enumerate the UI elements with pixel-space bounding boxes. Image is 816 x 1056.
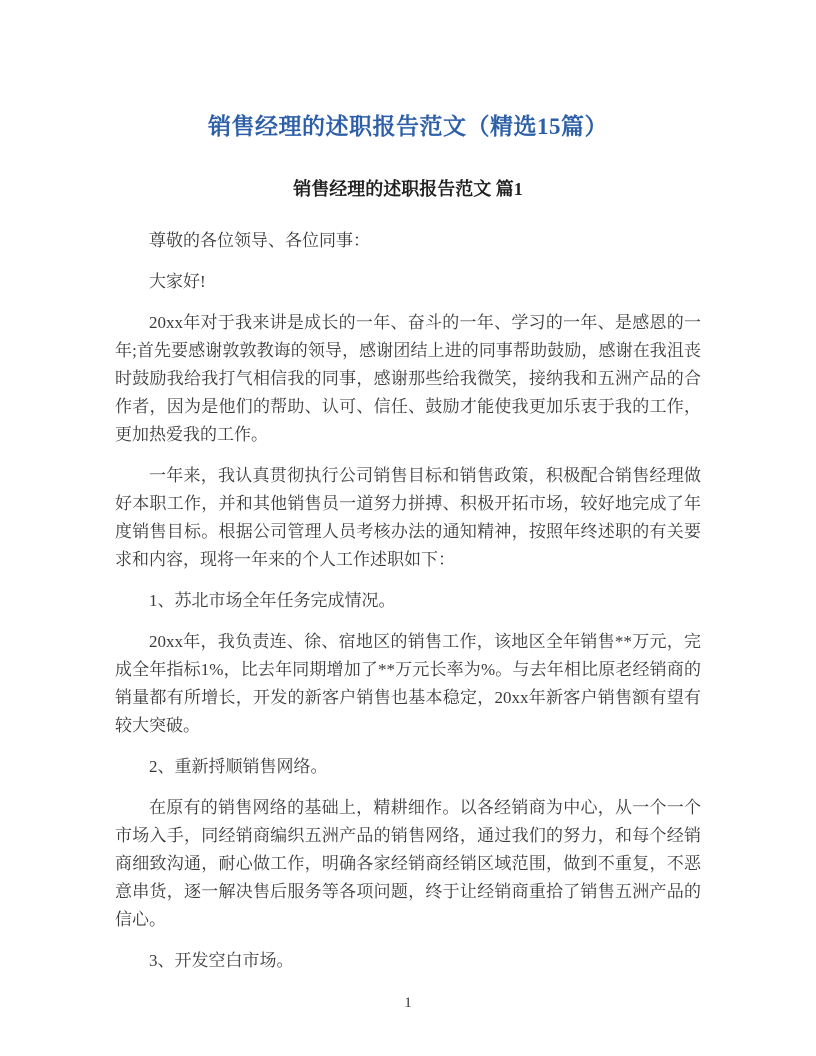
paragraph-salutation: 尊敬的各位领导、各位同事： bbox=[149, 231, 370, 251]
page-number: 1 bbox=[404, 995, 412, 1011]
paragraph: 20xx年，我负责连、徐、宿地区的销售工作，该地区全年销售**万元，完成全年指标1%，比去年同期增加了**万元长率为%。与去年相比原老经销商的销量都有所增长，开发的新客户销售也基本稳定，20xx年新客户销售额有望有较大突破。 bbox=[115, 632, 701, 736]
paragraph-list-item-3: 3、开发空白市场。 bbox=[149, 951, 294, 971]
section-heading: 销售经理的述职报告范文 篇1 bbox=[293, 178, 523, 199]
paragraph-list-item-1: 1、苏北市场全年任务完成情况。 bbox=[149, 591, 396, 611]
paragraph: 在原有的销售网络的基础上，精耕细作。以各经销商为中心，从一个一个市场入手，同经销商编织五洲产品的销售网络，通过我们的努力，和每个经销商细致沟通，耐心做工作，明确各家经销商经销区域范围，做到不重复，不恶意串货，逐一解决售后服务等各项问题，终于让经销商重拾了销售五洲产品的信心。 bbox=[115, 798, 701, 930]
paragraph: 一年来，我认真贯彻执行公司销售目标和销售政策，积极配合销售经理做好本职工作，并和其他销售员一道努力拼搏、积极开拓市场，较好地完成了年度销售目标。根据公司管理人员考核办法的通知精神，按照年终述职的有关要求和内容，现将一年来的个人工作述职如下： bbox=[115, 466, 701, 570]
paragraph-list-item-2: 2、重新捋顺销售网络。 bbox=[149, 757, 328, 777]
paragraph: 20xx年对于我来讲是成长的一年、奋斗的一年、学习的一年、是感恩的一年;首先要感谢敦敦教诲的领导，感谢团结上进的同事帮助鼓励，感谢在我沮丧时鼓励我给我打气相信我的同事，感谢那些给我微笑，接纳我和五洲产品的合作者，因为是他们的帮助、认可、信任、鼓励才能使我更加乐衷于我的工作，更加热爱我的工作。 bbox=[115, 313, 701, 445]
document-title: 销售经理的述职报告范文（精选15篇） bbox=[208, 114, 608, 139]
paragraph-greeting: 大家好! bbox=[149, 272, 206, 292]
